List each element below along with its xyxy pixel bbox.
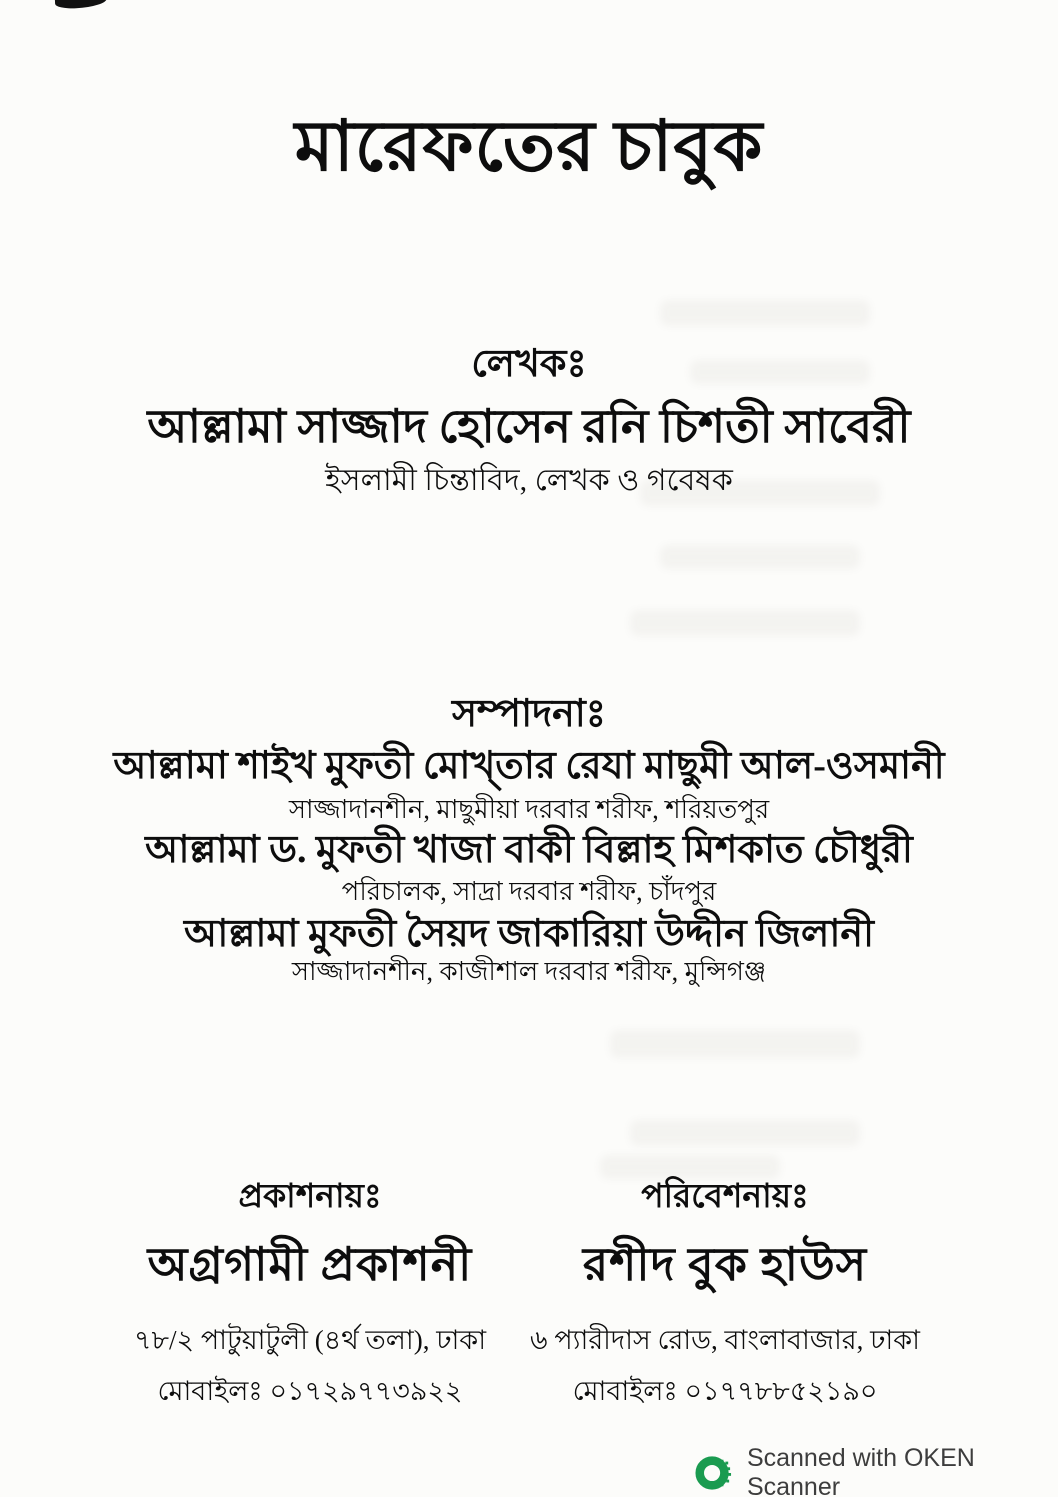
- editor-name: আল্লামা শাইখ মুফতী মোখ্তার রেযা মাছুমী আল-ওসমানী: [113, 745, 945, 787]
- editor-name: আল্লামা ড. মুফতী খাজা বাকী বিল্লাহ মিশকাত চৌধুরী: [145, 829, 913, 871]
- distributor-block: [505, 1170, 945, 1416]
- author-section-label: লেখকঃ: [471, 343, 587, 385]
- page-title: মারেফতের চাবুক: [294, 109, 764, 186]
- editor-title: সাজ্জাদানশীন, মাছুমীয়া দরবার শরীফ, শরিয়তপুর: [288, 795, 770, 824]
- bleed-through-artifact: [630, 1120, 860, 1146]
- distributor-name: রশীদ বুক হাউস: [582, 1239, 868, 1290]
- editor-name: আল্লামা মুফতী সৈয়দ জাকারিয়া উদ্দীন জিলানী: [184, 913, 874, 955]
- scan-edge-artifact: [55, 0, 108, 9]
- distributor-mobile: মোবাইলঃ ০১৭৭৮৮৫২১৯০: [572, 1376, 878, 1406]
- distributor-label: পরিবেশনায়ঃ: [641, 1179, 809, 1215]
- publisher-name: অগ্রগামী প্রকাশনী: [147, 1239, 473, 1290]
- editor-title: সাজ্জাদানশীন, কাজীশাল দরবার শরীফ, মুন্সিগঞ্জ: [291, 957, 767, 986]
- scanner-watermark-text: Scanned with OKEN Scanner: [746, 1444, 975, 1497]
- author-description: ইসলামী চিন্তাবিদ, লেখক ও গবেষক: [325, 464, 733, 497]
- publisher-mobile: মোবাইলঃ ০১৭২৯৭৭৩৯২২: [157, 1376, 463, 1406]
- bleed-through-artifact: [630, 610, 860, 636]
- bleed-through-artifact: [660, 545, 860, 569]
- scanner-watermark: [695, 1444, 1058, 1497]
- publisher-address: ৭৮/২ পাটুয়াটুলী (৪র্থ তলা), ঢাকা: [133, 1325, 487, 1355]
- publisher-label: প্রকাশনায়ঃ: [238, 1179, 382, 1215]
- author-name: আল্লামা সাজ্জাদ হোসেন রনি চিশতী সাবেরী: [147, 401, 911, 452]
- publisher-block: [110, 1170, 510, 1416]
- bleed-through-artifact: [660, 300, 870, 326]
- editors-section-label: সম্পাদনাঃ: [451, 693, 607, 735]
- distributor-address: ৬ প্যারীদাস রোড, বাংলাবাজার, ঢাকা: [530, 1325, 920, 1355]
- oken-scanner-logo-icon: [695, 1453, 733, 1493]
- bleed-through-artifact: [610, 1030, 860, 1058]
- editor-title: পরিচালক, সাদ্রা দরবার শরীফ, চাঁদপুর: [341, 877, 717, 906]
